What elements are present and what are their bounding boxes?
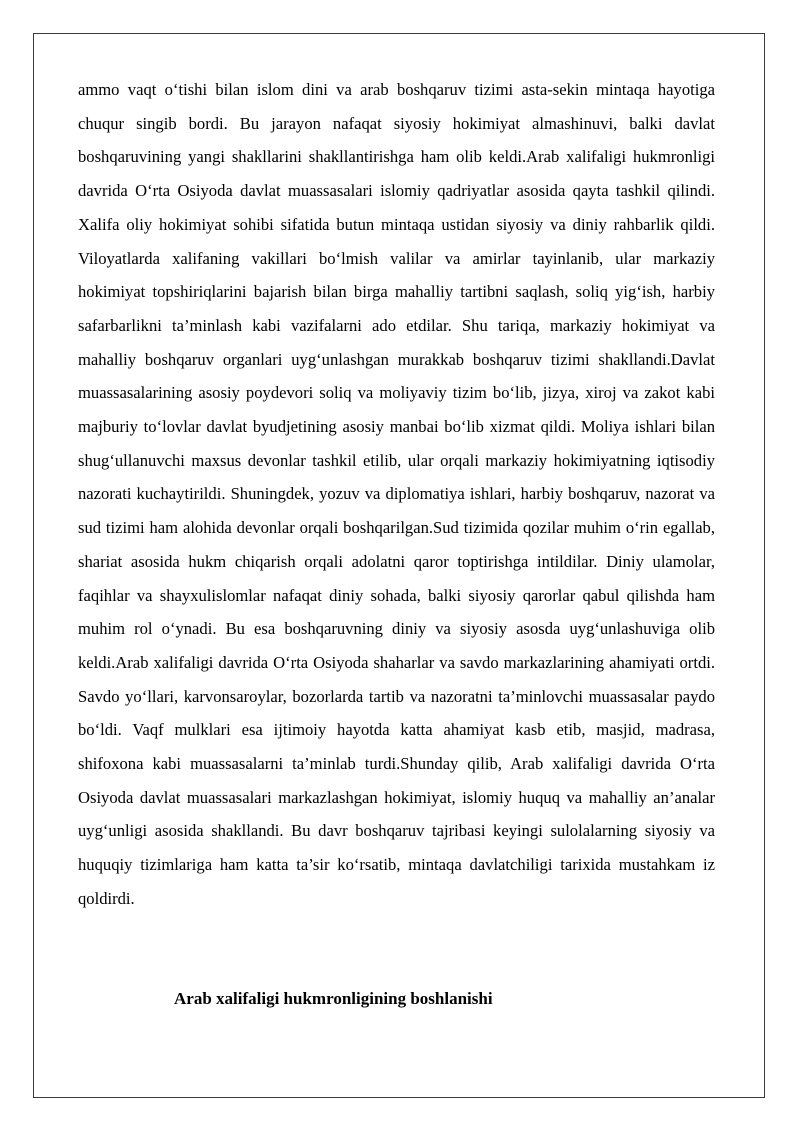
- body-paragraph: ammo vaqt o‘tishi bilan islom dini va arab boshqaruv tizimi asta-sekin mintaqa hayotiga chuqur singib bordi. Bu jarayon nafaqat siyosiy hokimiyat almashinuvi, balki davlat boshqaruvining yangi shakllarini shakllantirishga ham olib keldi.Arab xalifaligi hukmronligi davrida O‘rta Osiyoda davlat muassasalari islomiy qadriyatlar asosida qayta tashkil qilindi. Xalifa oliy hokimiyat sohibi sifatida butun mintaqa ustidan siyosiy va diniy rahbarlik qildi. Viloyatlarda xalifaning vakillari bo‘lmish valilar va amirlar tayinlanib, ular markaziy hokimiyat topshiriqlarini bajarish bilan birga mahalliy tartibni saqlash, soliq yig‘ish, harbiy safarbarlikni ta’minlash kabi vazifalarni ado etdilar. Shu tariqa, markaziy hokimiyat va mahalliy boshqaruv organlari uyg‘unlashgan murakkab boshqaruv tizimi shakllandi.Davlat muassasalarining asosiy poydevori soliq va moliyaviy tizim bo‘lib, jizya, xiroj va zakot kabi majburiy to‘lovlar davlat byudjetining asosiy manbai bo‘lib xizmat qildi. Moliya ishlari bilan shug‘ullanuvchi maxsus devonlar tashkil etilib, ular orqali markaziy hokimiyatning iqtisodiy nazorati kuchaytirildi. Shuningdek, yozuv va diplomatiya ishlari, harbiy boshqaruv, nazorat va sud tizimi ham alohida devonlar orqali boshqarilgan.Sud tizimida qozilar muhim o‘rin egallab, shariat asosida hukm chiqarish orqali adolatni qaror toptirishga intildilar. Diniy ulamolar, faqihlar va shayxulislomlar nafaqat diniy sohada, balki siyosiy qarorlar qabul qilishda ham muhim rol o‘ynadi. Bu esa boshqaruvning diniy va siyosiy asosda uyg‘unlashuviga olib keldi.Arab xalifaligi davrida O‘rta Osiyoda shaharlar va savdo markazlarining ahamiyati ortdi. Savdo yo‘llari, karvonsaroylar, bozorlarda tartib va nazoratni ta’minlovchi muassasalar paydo bo‘ldi. Vaqf mulklari esa ijtimoiy hayotda katta ahamiyat kasb etib, masjid, madrasa, shifoxona kabi muassasalarni ta’minlab turdi.Shunday qilib, Arab xalifaligi davrida O‘rta Osiyoda davlat muassasalari markazlashgan hokimiyat, islomiy huquq va mahalliy an’analar uyg‘unligi asosida shakllandi. Bu davr boshqaruv tajribasi keyingi sulolalarning siyosiy va huquqiy tizimlariga ham katta ta’sir ko‘rsatib, mintaqa davlatchiligi tarixida mustahkam iz qoldirdi.: [78, 80, 715, 908]
- section-heading: Arab xalifaligi hukmronligining boshlanishi: [174, 989, 493, 1008]
